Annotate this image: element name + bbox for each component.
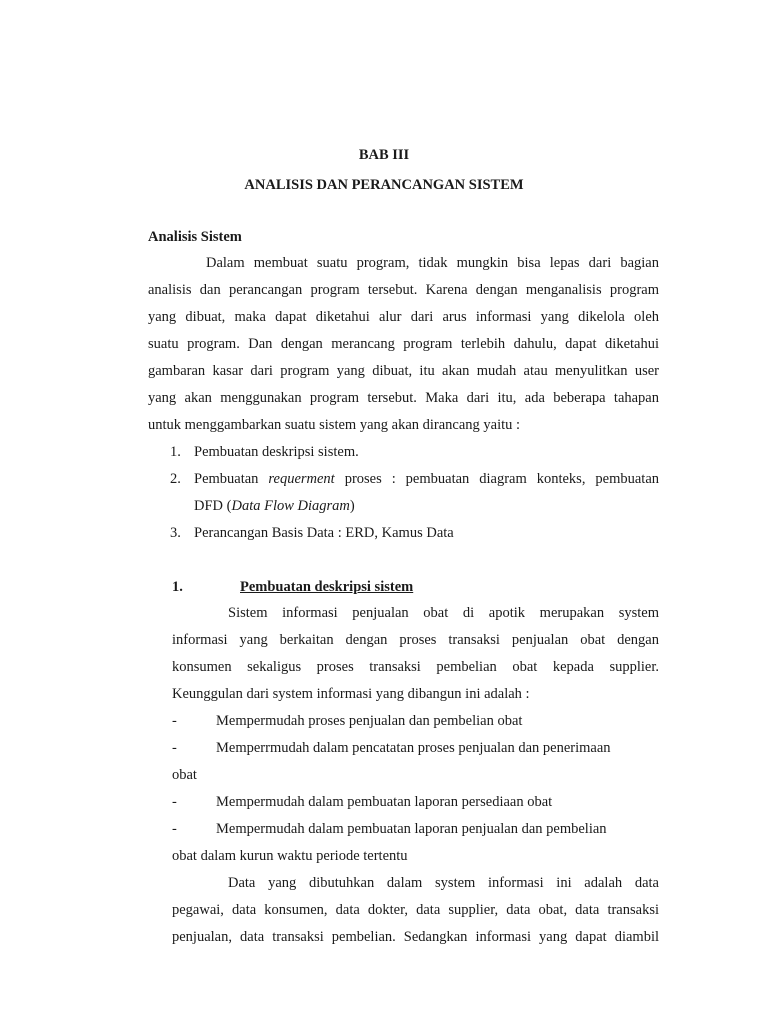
paragraph-line: gambaran kasar dari program yang dibuat, itu akan mudah atau menyulitkan user <box>148 363 659 379</box>
list-number: 1. <box>170 444 181 460</box>
paragraph-line: Keunggulan dari system informasi yang dibangun ini adalah : <box>172 686 530 702</box>
bullet-continuation: obat dalam kurun waktu periode tertentu <box>172 848 408 864</box>
paragraph-line: analisis dan perancangan program tersebut. Karena dengan menganalisis program <box>148 282 659 298</box>
list-item-continuation <box>194 497 355 515</box>
subsection-number: 1. <box>172 579 183 595</box>
paragraph-line: pegawai, data konsumen, data dokter, data supplier, data obat, data transaksi <box>172 902 659 918</box>
bullet-item: Mempermudah dalam pembuatan laporan persediaan obat <box>216 794 553 810</box>
paragraph-line: untuk menggambarkan suatu sistem yang akan dirancang yaitu : <box>148 417 521 433</box>
paragraph-line: yang dibuat, maka dapat diketahui alur dari arus informasi yang dikelola oleh <box>148 309 659 325</box>
paragraph-line: konsumen sekaligus proses transaksi pembelian obat kepada supplier. <box>172 659 659 675</box>
bullet-item: Memperrmudah dalam pencatatan proses penjualan dan penerimaan <box>216 740 611 756</box>
subsection-heading: Pembuatan deskripsi sistem <box>240 579 414 595</box>
list-item: Perancangan Basis Data : ERD, Kamus Data <box>194 525 454 541</box>
paragraph-line: yang akan menggunakan program tersebut. Maka dari itu, ada beberapa tahapan <box>148 390 659 406</box>
bullet-continuation: obat <box>172 767 197 783</box>
list-item: Pembuatan deskripsi sistem. <box>194 444 359 460</box>
list-text: DFD ( <box>194 498 232 514</box>
paragraph-line: penjualan, data transaksi pembelian. Sedangkan informasi yang dapat diambil <box>172 929 659 945</box>
chapter-title: ANALISIS DAN PERANCANGAN SISTEM <box>244 177 524 193</box>
paragraph-line: Dalam membuat suatu program, tidak mungkin bisa lepas dari bagian <box>206 255 659 271</box>
chapter-number: BAB III <box>358 147 410 163</box>
list-number: 2. <box>170 471 181 487</box>
bullet-item: Mempermudah dalam pembuatan laporan penjualan dan pembelian <box>216 821 607 837</box>
list-text: Pembuatan <box>194 471 259 487</box>
list-text: proses : pembuatan diagram konteks, pembuatan <box>344 471 660 487</box>
section-heading: Analisis Sistem <box>148 229 242 245</box>
list-item <box>194 470 659 488</box>
list-text-italic: Data Flow Diagram <box>231 498 350 514</box>
list-number: 3. <box>170 525 181 541</box>
bullet-dash: - <box>172 821 177 837</box>
bullet-dash: - <box>172 713 177 729</box>
paragraph-line: suatu program. Dan dengan merancang program terlebih dahulu, dapat diketahui <box>148 336 659 352</box>
bullet-dash: - <box>172 740 177 756</box>
list-text: ) <box>349 498 355 514</box>
bullet-dash: - <box>172 794 177 810</box>
paragraph-line: Sistem informasi penjualan obat di apotik merupakan system <box>228 605 659 621</box>
list-text-italic: requerment <box>268 471 335 487</box>
paragraph-line: informasi yang berkaitan dengan proses transaksi penjualan obat dengan <box>172 632 659 648</box>
paragraph-line: Data yang dibutuhkan dalam system informasi ini adalah data <box>228 875 659 891</box>
bullet-item: Mempermudah proses penjualan dan pembelian obat <box>216 713 523 729</box>
